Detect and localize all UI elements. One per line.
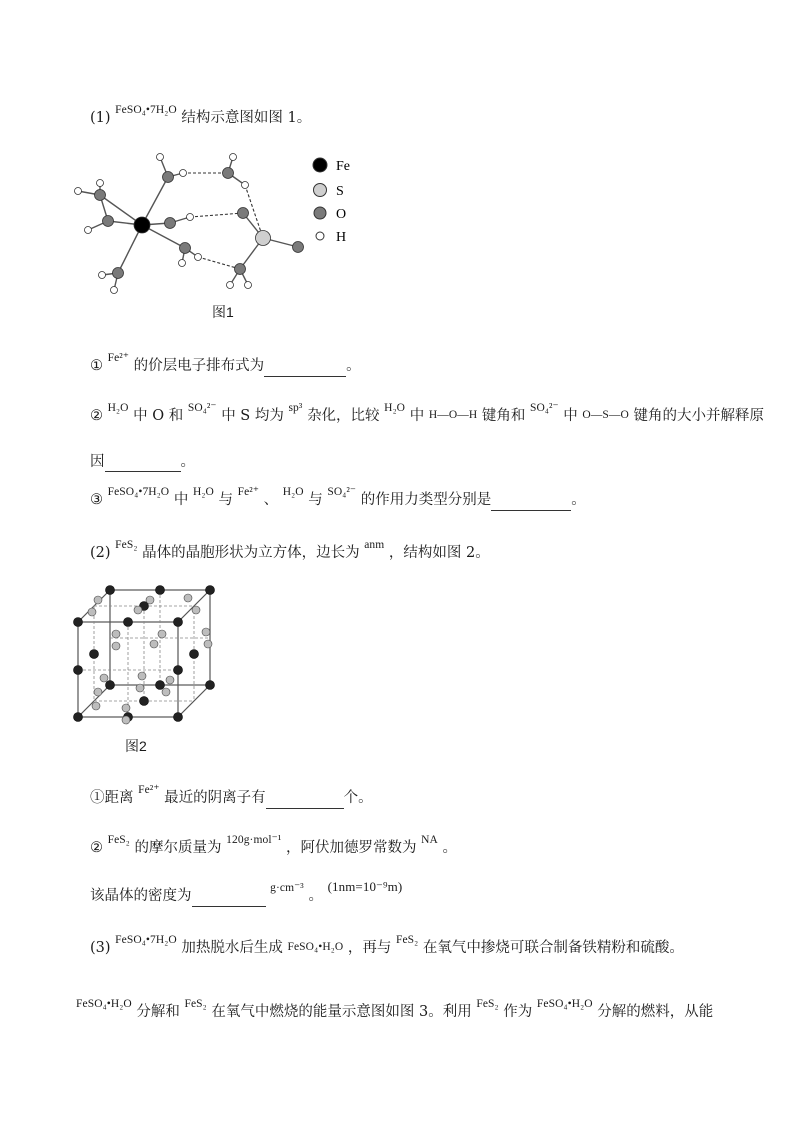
question-text: ，再与 <box>347 940 392 956</box>
question-text: 加热脱水后生成 <box>181 940 283 956</box>
formula: O—S—O <box>582 409 629 421</box>
item-number: ①距离 <box>90 790 134 806</box>
formula: SO₄²⁻ <box>529 402 559 414</box>
formula: H₂O <box>282 486 304 498</box>
formula: sp³ <box>288 402 303 414</box>
question-label: (1) <box>90 110 111 126</box>
question-text: 、 <box>263 492 279 508</box>
formula: Fe²⁺ <box>237 486 259 498</box>
item-number: ③ <box>90 492 103 508</box>
legend-h: H <box>336 230 347 245</box>
question-text: 与 <box>308 492 323 508</box>
question-text: 该晶体的密度为 <box>90 888 192 904</box>
question-text: 分解的燃料，从能 <box>597 1004 714 1020</box>
formula: FeS₂ <box>107 834 130 846</box>
formula: FeS₂ <box>115 539 138 551</box>
question-2-1 <box>90 784 373 809</box>
question-text: ，阿伏加德罗常数为 <box>286 840 417 856</box>
question-text: 中 <box>563 408 578 424</box>
question-text: 因 <box>90 454 105 470</box>
question-text: 结构示意图如图 1。 <box>181 110 312 126</box>
formula: FeSO₄•H₂O <box>536 998 593 1010</box>
question-text: 晶体的晶胞形状为立方体，边长为 <box>142 545 360 561</box>
question-3-text <box>76 998 714 1023</box>
item-number: ② <box>90 840 103 856</box>
question-text: 的摩尔质量为 <box>134 840 222 856</box>
figure-1-structure <box>70 145 370 305</box>
punctuation: 。 <box>442 840 458 856</box>
formula: H₂O <box>107 402 129 414</box>
formula: g·cm⁻³ <box>270 882 304 894</box>
question-label: (2) <box>90 545 111 561</box>
punctuation: 。 <box>571 492 586 508</box>
formula: FeSO₄•H₂O <box>287 941 344 953</box>
question-1-1 <box>90 352 361 377</box>
question-text: ，结构如图 2。 <box>388 545 490 561</box>
question-1-2-cont <box>90 452 195 472</box>
question-text: 中 S 均为 <box>221 408 284 424</box>
formula: FeS₂ <box>395 934 419 946</box>
legend-s: S <box>336 184 344 199</box>
item-number: ② <box>90 408 103 424</box>
figure-2-crystal-cell <box>70 580 230 730</box>
question-text: 中 <box>173 492 189 508</box>
answer-blank[interactable] <box>491 496 571 511</box>
legend-o: O <box>336 207 347 222</box>
question-text: 键角和 <box>481 408 526 424</box>
formula: FeSO₄•7H₂O <box>115 104 177 116</box>
formula: H₂O <box>384 402 406 414</box>
unit-note: (1nm=10⁻⁹m) <box>327 879 403 894</box>
figure-2-caption: 图2 <box>125 738 147 754</box>
formula: NA <box>421 834 438 846</box>
question-text: 中 <box>409 408 425 424</box>
question-text: 在氧气中燃烧的能量示意图如图 3。利用 <box>211 1004 472 1020</box>
figure-1-legend <box>313 158 350 245</box>
punctuation: 个。 <box>343 790 373 806</box>
punctuation: 。 <box>308 888 323 904</box>
question-text: 在氧气中掺烧可联合制备铁精粉和硫酸。 <box>422 940 684 956</box>
question-2-3 <box>90 879 403 907</box>
formula: anm <box>364 539 385 551</box>
question-text: 中 O 和 <box>133 408 184 424</box>
question-1-3 <box>90 486 586 511</box>
formula: Fe²⁺ <box>107 352 130 364</box>
question-2-header <box>90 539 490 564</box>
question-1-2 <box>90 402 765 427</box>
formula: H₂O <box>192 486 214 498</box>
formula: H—O—H <box>428 409 478 421</box>
formula: FeS₂ <box>476 998 499 1010</box>
figure-1-caption: 图1 <box>212 304 234 320</box>
question-text: 键角的大小并解释原 <box>633 408 765 424</box>
question-text: 杂化，比较 <box>307 408 380 424</box>
formula: FeS₂ <box>184 998 207 1010</box>
question-text: 作为 <box>503 1004 533 1020</box>
answer-blank[interactable] <box>266 794 344 809</box>
question-text: 与 <box>218 492 233 508</box>
formula: FeSO₄•H₂O <box>76 998 132 1010</box>
item-number: ① <box>90 358 103 374</box>
answer-blank[interactable] <box>264 362 346 377</box>
question-text: 的作用力类型分别是 <box>360 492 492 508</box>
question-3-header <box>90 934 684 959</box>
formula: FeSO₄•7H₂O <box>115 934 177 946</box>
question-1-header <box>90 104 312 129</box>
answer-blank[interactable] <box>192 892 266 907</box>
legend-fe: Fe <box>336 159 350 174</box>
formula: SO₄²⁻ <box>187 402 217 414</box>
formula: 120g·mol⁻¹ <box>226 834 282 846</box>
question-text: 分解和 <box>136 1004 180 1020</box>
question-2-2 <box>90 834 458 859</box>
formula: FeSO₄•7H₂O <box>107 486 170 498</box>
question-text: 的价层电子排布式为 <box>133 358 265 374</box>
question-text: 最近的阴离子有 <box>164 790 266 806</box>
question-label: (3) <box>90 940 111 956</box>
punctuation: 。 <box>346 358 361 374</box>
answer-blank[interactable] <box>105 457 181 472</box>
formula: SO₄²⁻ <box>327 486 357 498</box>
punctuation: 。 <box>180 454 195 470</box>
formula: Fe²⁺ <box>138 784 160 796</box>
